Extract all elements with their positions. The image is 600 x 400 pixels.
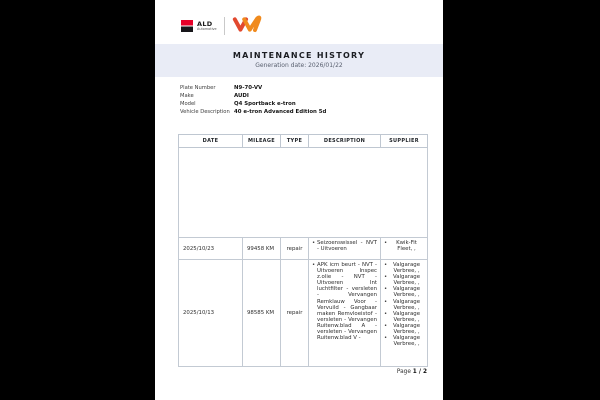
vehicle-field-row: [180, 108, 326, 116]
ald-wordmark: [197, 21, 217, 32]
date-cell: 2025/10/23: [179, 238, 243, 260]
ald-name: ALD: [197, 19, 213, 28]
table-row: [179, 238, 428, 260]
supplier-bullet-item: • Valgarage Verbree, ,: [384, 274, 424, 286]
brand-header: [181, 15, 262, 37]
description-bullet-item: • APK icm beurt - NVT - Uitvoeren Inspec z.olie - NVT - Uitvoeren Int luchtfilter - versleten - Vervangen Remklauw Voor - Vervuild - Gangbaar maken Remvloeistof - versleten - Vervangen Ruitenw.blad A - versleten - Vervangen Ruitenw.blad V -: [312, 262, 377, 341]
page-title: MAINTENANCE HISTORY: [232, 51, 366, 60]
field-value: AUDI: [234, 93, 249, 99]
column-header-mileage: MILEAGE: [243, 135, 281, 148]
supplier-cell: [381, 260, 428, 367]
page-value: 1 / 2: [412, 369, 427, 375]
document-page: [155, 0, 443, 400]
page-label: Page: [396, 369, 411, 375]
supplier-bullet-item: • Valgarage Verbree, ,: [384, 299, 424, 311]
field-value: Q4 Sportback e-tron: [234, 101, 296, 107]
column-header-type: TYPE: [281, 135, 309, 148]
generation-date: Generation date: 2026/01/22: [255, 62, 343, 69]
supplier-bullet-item: • Kwik-Fit Fleet, ,: [384, 240, 424, 252]
vehicle-field-row: [180, 100, 326, 108]
empty-spacer-row: [179, 148, 428, 238]
supplier-bullet-item: • Valgarage Verbree, ,: [384, 323, 424, 335]
column-header-description: DESCRIPTION: [309, 135, 381, 148]
table-row: [179, 260, 428, 367]
ald-red-black-square-icon: [181, 20, 193, 32]
field-value: N9-70-VV: [234, 85, 263, 91]
vehicle-field-row: [180, 92, 326, 100]
field-value: 40 e-tron Advanced Edition 5d: [234, 109, 327, 115]
description-bullet-item: • Seizoenswissel - NVT - Uitvoeren: [312, 240, 377, 252]
title-band: [155, 44, 443, 77]
mileage-cell: 98585 KM: [243, 260, 281, 367]
supplier-bullet-item: • Valgarage Verbree, ,: [384, 262, 424, 274]
field-label: Vehicle Description: [180, 109, 230, 115]
brand-divider: [224, 17, 225, 35]
mileage-cell: 99458 KM: [243, 238, 281, 260]
field-label: Make: [180, 93, 194, 99]
type-cell: repair: [281, 238, 309, 260]
type-cell: repair: [281, 260, 309, 367]
description-cell: [309, 260, 381, 367]
maintenance-history-table: [178, 134, 428, 367]
date-cell: 2025/10/13: [179, 260, 243, 367]
supplier-bullet-item: • Valgarage Verbree, ,: [384, 335, 424, 347]
field-label: Plate Number: [180, 85, 216, 91]
page-number: [178, 369, 427, 375]
table-header-row: [179, 135, 428, 148]
field-label: Model: [180, 101, 196, 107]
supplier-bullet-item: • Valgarage Verbree, ,: [384, 286, 424, 298]
column-header-supplier: SUPPLIER: [381, 135, 428, 148]
vehicle-info: [180, 84, 326, 116]
description-cell: [309, 238, 381, 260]
empty-spacer-cell: [179, 148, 428, 238]
supplier-bullet-item: • Valgarage Verbree, ,: [384, 311, 424, 323]
vehicle-field-row: [180, 84, 326, 92]
supplier-cell: [381, 238, 428, 260]
w-swoosh-dealer-logo-icon: [232, 14, 262, 38]
ald-subtitle: Automotive: [197, 27, 217, 32]
column-header-date: DATE: [179, 135, 243, 148]
